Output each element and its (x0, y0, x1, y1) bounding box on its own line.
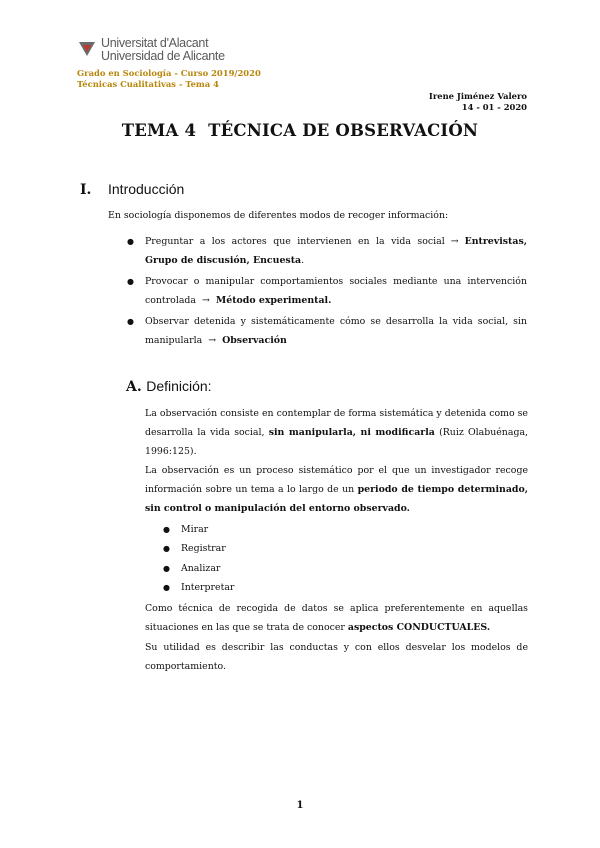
arrow-right-icon: → (208, 335, 217, 346)
title-text: TÉCNICA DE OBSERVACIÓN (208, 121, 479, 140)
course-line1: Grado en Sociología - Curso 2019/2020 (77, 68, 261, 78)
section-heading-introduccion (80, 181, 184, 198)
page-title (0, 121, 600, 140)
list-item: ● Mirar (163, 520, 234, 539)
page-number: 1 (296, 800, 304, 811)
university-name-line2: Universidad de Alicante (101, 49, 225, 63)
bullet-icon: ● (127, 317, 134, 326)
subsection-title: Definición: (146, 378, 212, 394)
list-item: ● Interpretar (163, 578, 234, 597)
document-date: 14 - 01 - 2020 (461, 102, 527, 112)
bullet-icon: ● (127, 237, 134, 246)
section-number: I. (80, 182, 92, 198)
title-number: TEMA 4 (121, 121, 197, 140)
subsection-heading-definicion (126, 378, 212, 395)
university-logo-icon (77, 40, 97, 58)
arrow-right-icon: → (202, 295, 210, 306)
definition-paragraph-3: Como técnica de recogida de datos se aplica preferentemente en aquellas situaciones en las que se trata de conocer aspectos CONDUCTUALES. (145, 603, 528, 633)
list-item: ● Provocar o manipular comportamientos sociales mediante una intervención controlada → Método experimental. (127, 272, 527, 310)
list-item: ● Registrar (163, 539, 234, 558)
bullet-icon: ● (163, 582, 170, 592)
bullet-icon: ● (127, 277, 134, 286)
list-item: ● Preguntar a los actores que intervienen en la vida social → Entrevistas, Grupo de discusión, Encuesta. (127, 232, 527, 270)
course-info (77, 68, 261, 90)
list-item: ● Observar detenida y sistemáticamente cómo se desarrolla la vida social, sin manipularla → Observación (127, 312, 527, 350)
university-name-line1: Universitat d'Alacant (101, 36, 209, 50)
subsection-number: A. (126, 379, 142, 395)
section-title: Introducción (108, 181, 185, 197)
definition-paragraph-1: La observación consiste en contemplar de forma sistemática y detenida como se desarrolla la vida social, sin manipularla, ni modificarla (Ruiz Olabuénaga, 1996:125). (145, 408, 529, 457)
bullet-icon: ● (163, 525, 170, 534)
bullet-icon: ● (163, 544, 170, 554)
arrow-right-icon: → (450, 236, 459, 247)
university-name (101, 37, 225, 63)
list-item: ● Analizar (163, 559, 234, 578)
methods-list (127, 232, 527, 352)
definition-paragraph-4: Su utilidad es describir las conductas y con ellos desvelar los modelos de comportamiento. (145, 642, 528, 672)
observation-steps-list (163, 520, 234, 597)
author-block (429, 91, 527, 113)
definition-paragraph-2: La observación es un proceso sistemático por el que un investigador recoge información sobre un tema a lo largo de un periodo de tiempo determinado, sin control o manipulación del entorno observado. (145, 465, 528, 514)
bullet-icon: ● (163, 563, 170, 573)
course-line2: Técnicas Cualitativas - Tema 4 (77, 79, 219, 89)
author-name: Irene Jiménez Valero (428, 91, 527, 101)
intro-paragraph: En sociología disponemos de diferentes modos de recoger información: (108, 210, 449, 221)
